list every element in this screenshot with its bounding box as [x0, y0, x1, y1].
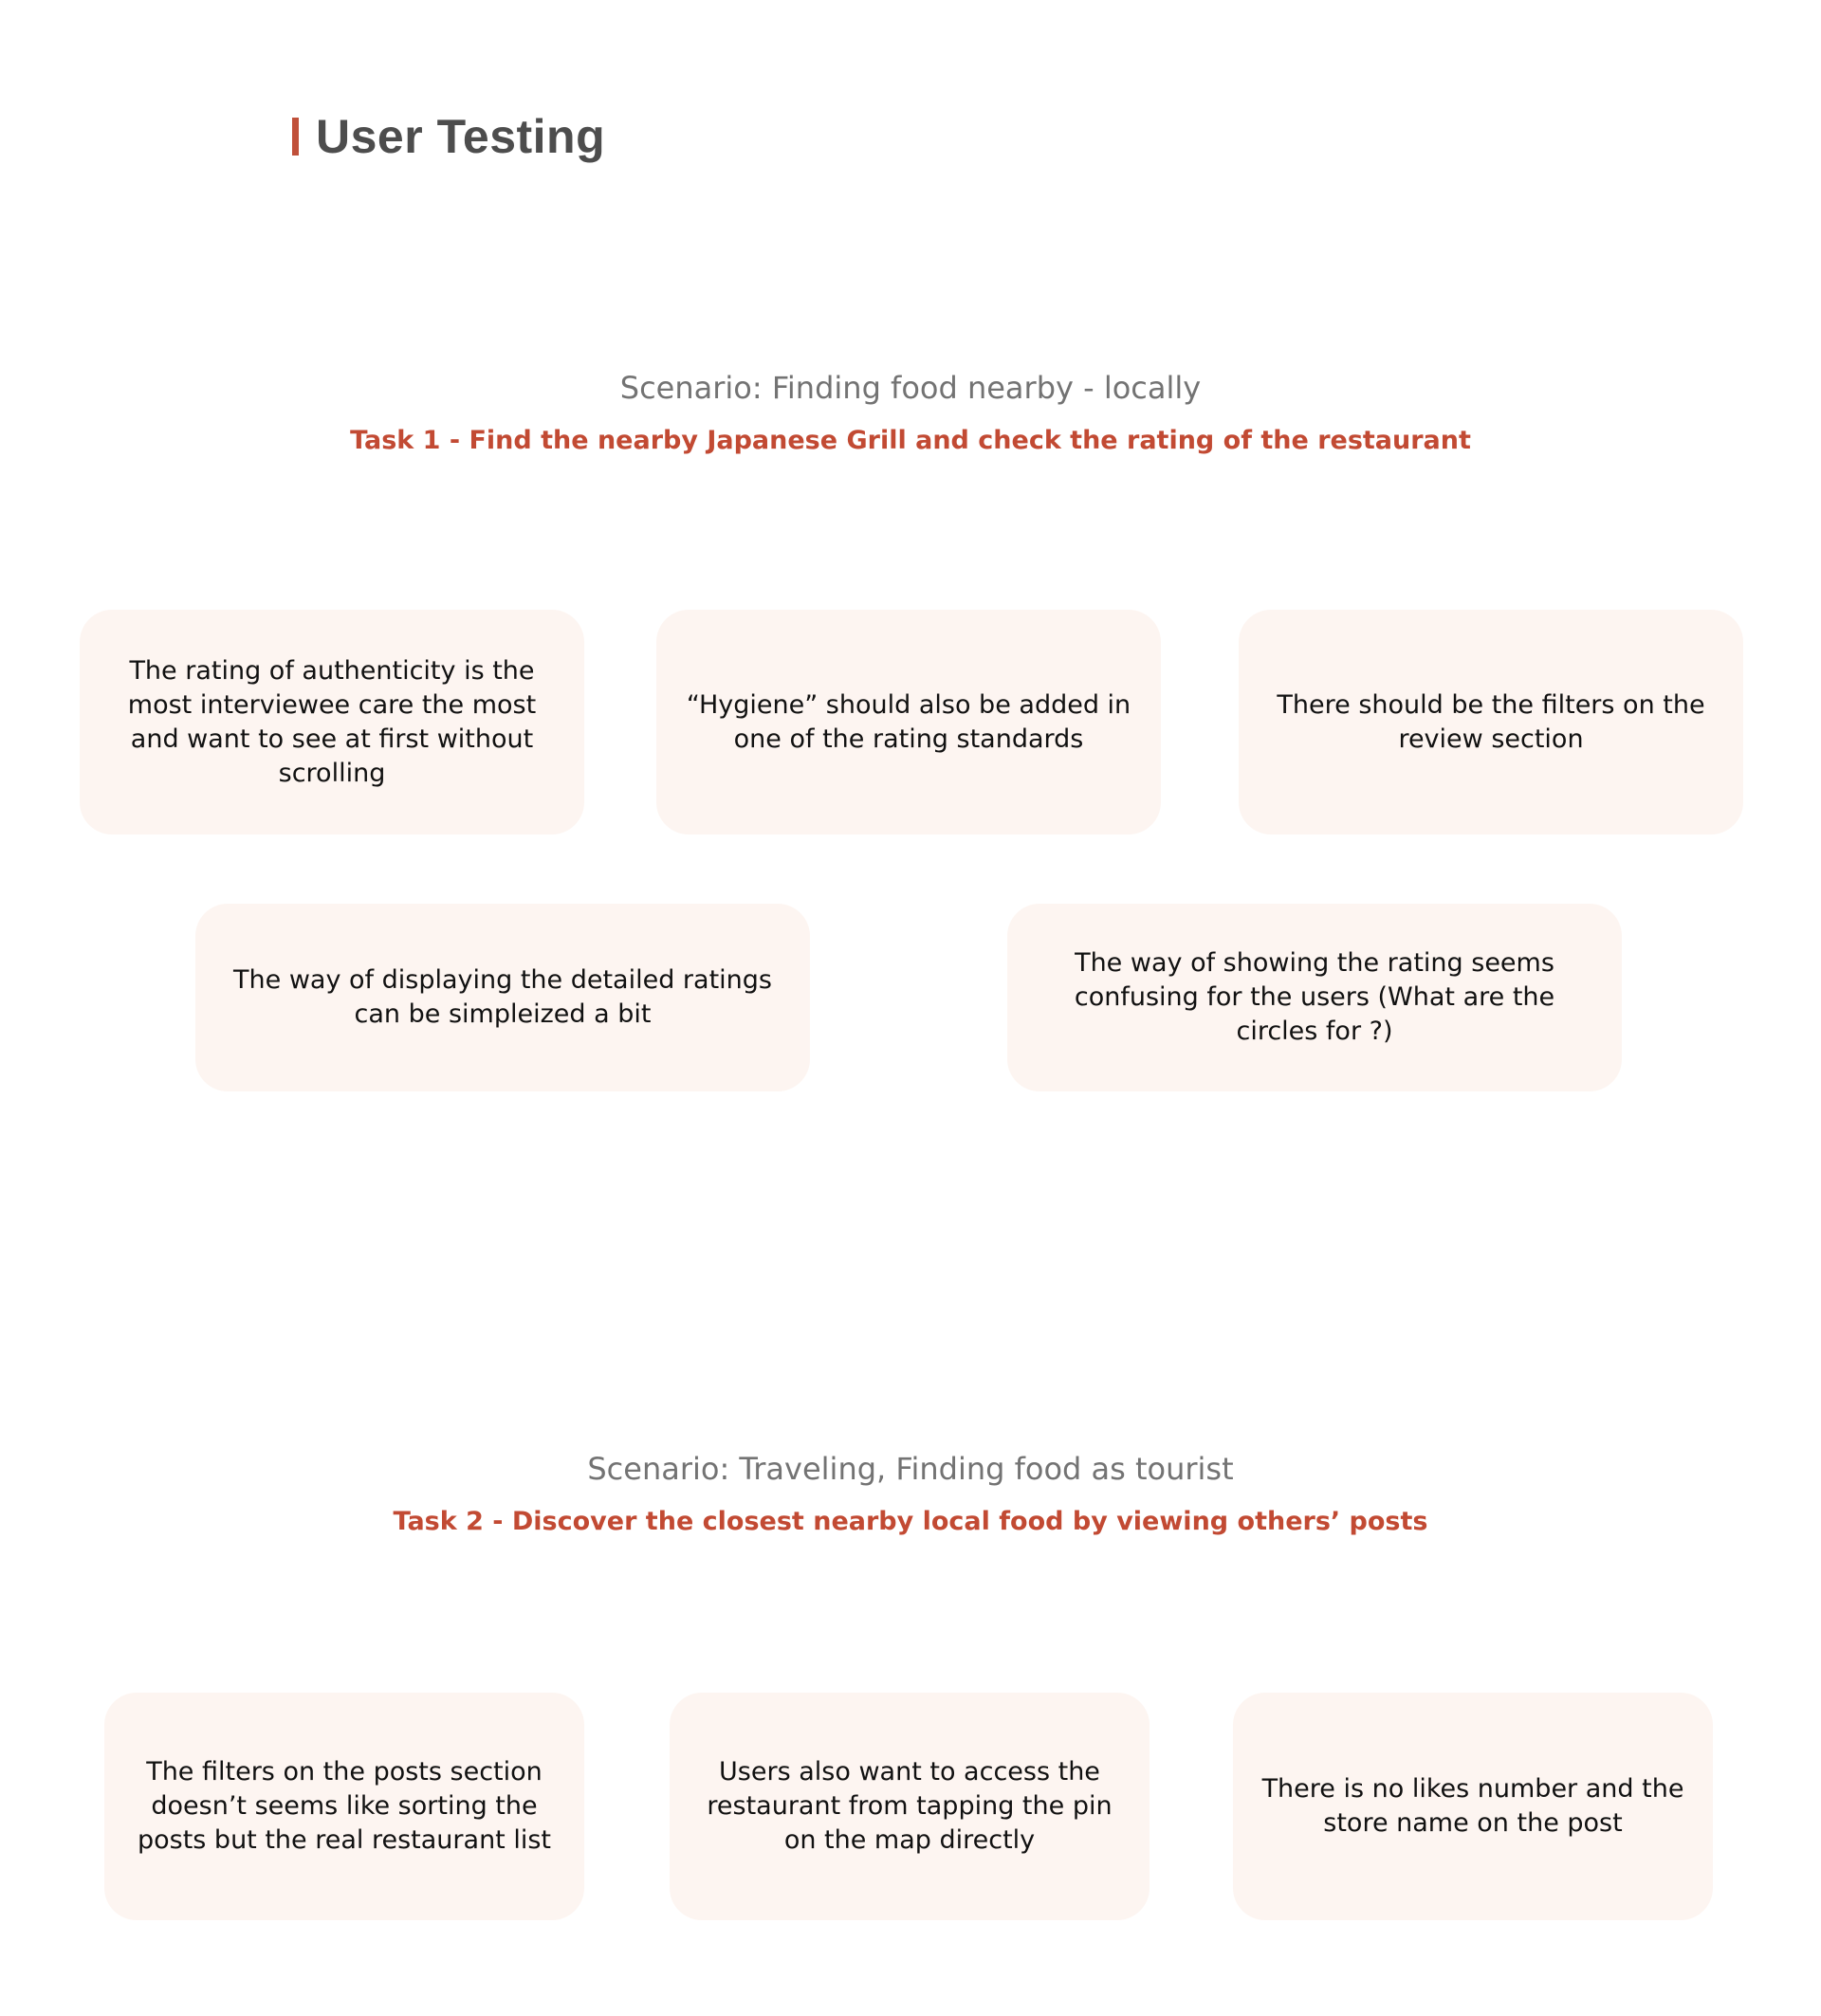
scenario-1: Scenario: Finding food nearby - locally [619, 370, 1202, 406]
feedback-text: There is no likes number and the store name on the post [1261, 1774, 1684, 1838]
title-accent-bar [292, 118, 299, 156]
feedback-card [80, 610, 584, 834]
scenario-2: Scenario: Traveling, Finding food as tourist [587, 1451, 1234, 1487]
feedback-card [195, 904, 810, 1091]
section-title [292, 106, 605, 167]
feedback-card [656, 610, 1161, 834]
page-title: User Testing [316, 110, 606, 163]
feedback-text: “Hygiene” should also be added in one of the rating standards [686, 689, 1131, 754]
feedback-text: The filters on the posts section doesn’t seems like sorting the posts but the real restaurant list [137, 1757, 552, 1855]
feedback-card [1007, 904, 1622, 1091]
feedback-text: Users also want to access the restaurant from tapping the pin on the map directly [707, 1757, 1113, 1855]
feedback-card [1239, 610, 1743, 834]
task-1-heading: Task 1 - Find the nearby Japanese Grill and check the rating of the restaurant [350, 426, 1471, 455]
feedback-card [1233, 1693, 1713, 1920]
feedback-text: The way of displaying the detailed ratings can be simpleized a bit [233, 965, 772, 1029]
feedback-card [104, 1693, 584, 1920]
feedback-card [670, 1693, 1150, 1920]
task-2-heading: Task 2 - Discover the closest nearby local food by viewing others’ posts [393, 1507, 1428, 1536]
feedback-text: There should be the filters on the review section [1277, 689, 1705, 754]
feedback-text: The rating of authenticity is the most interviewee care the most and want to see at first without scrolling [127, 655, 537, 788]
feedback-text: The way of showing the rating seems confusing for the users (What are the circles for ?) [1074, 948, 1555, 1046]
